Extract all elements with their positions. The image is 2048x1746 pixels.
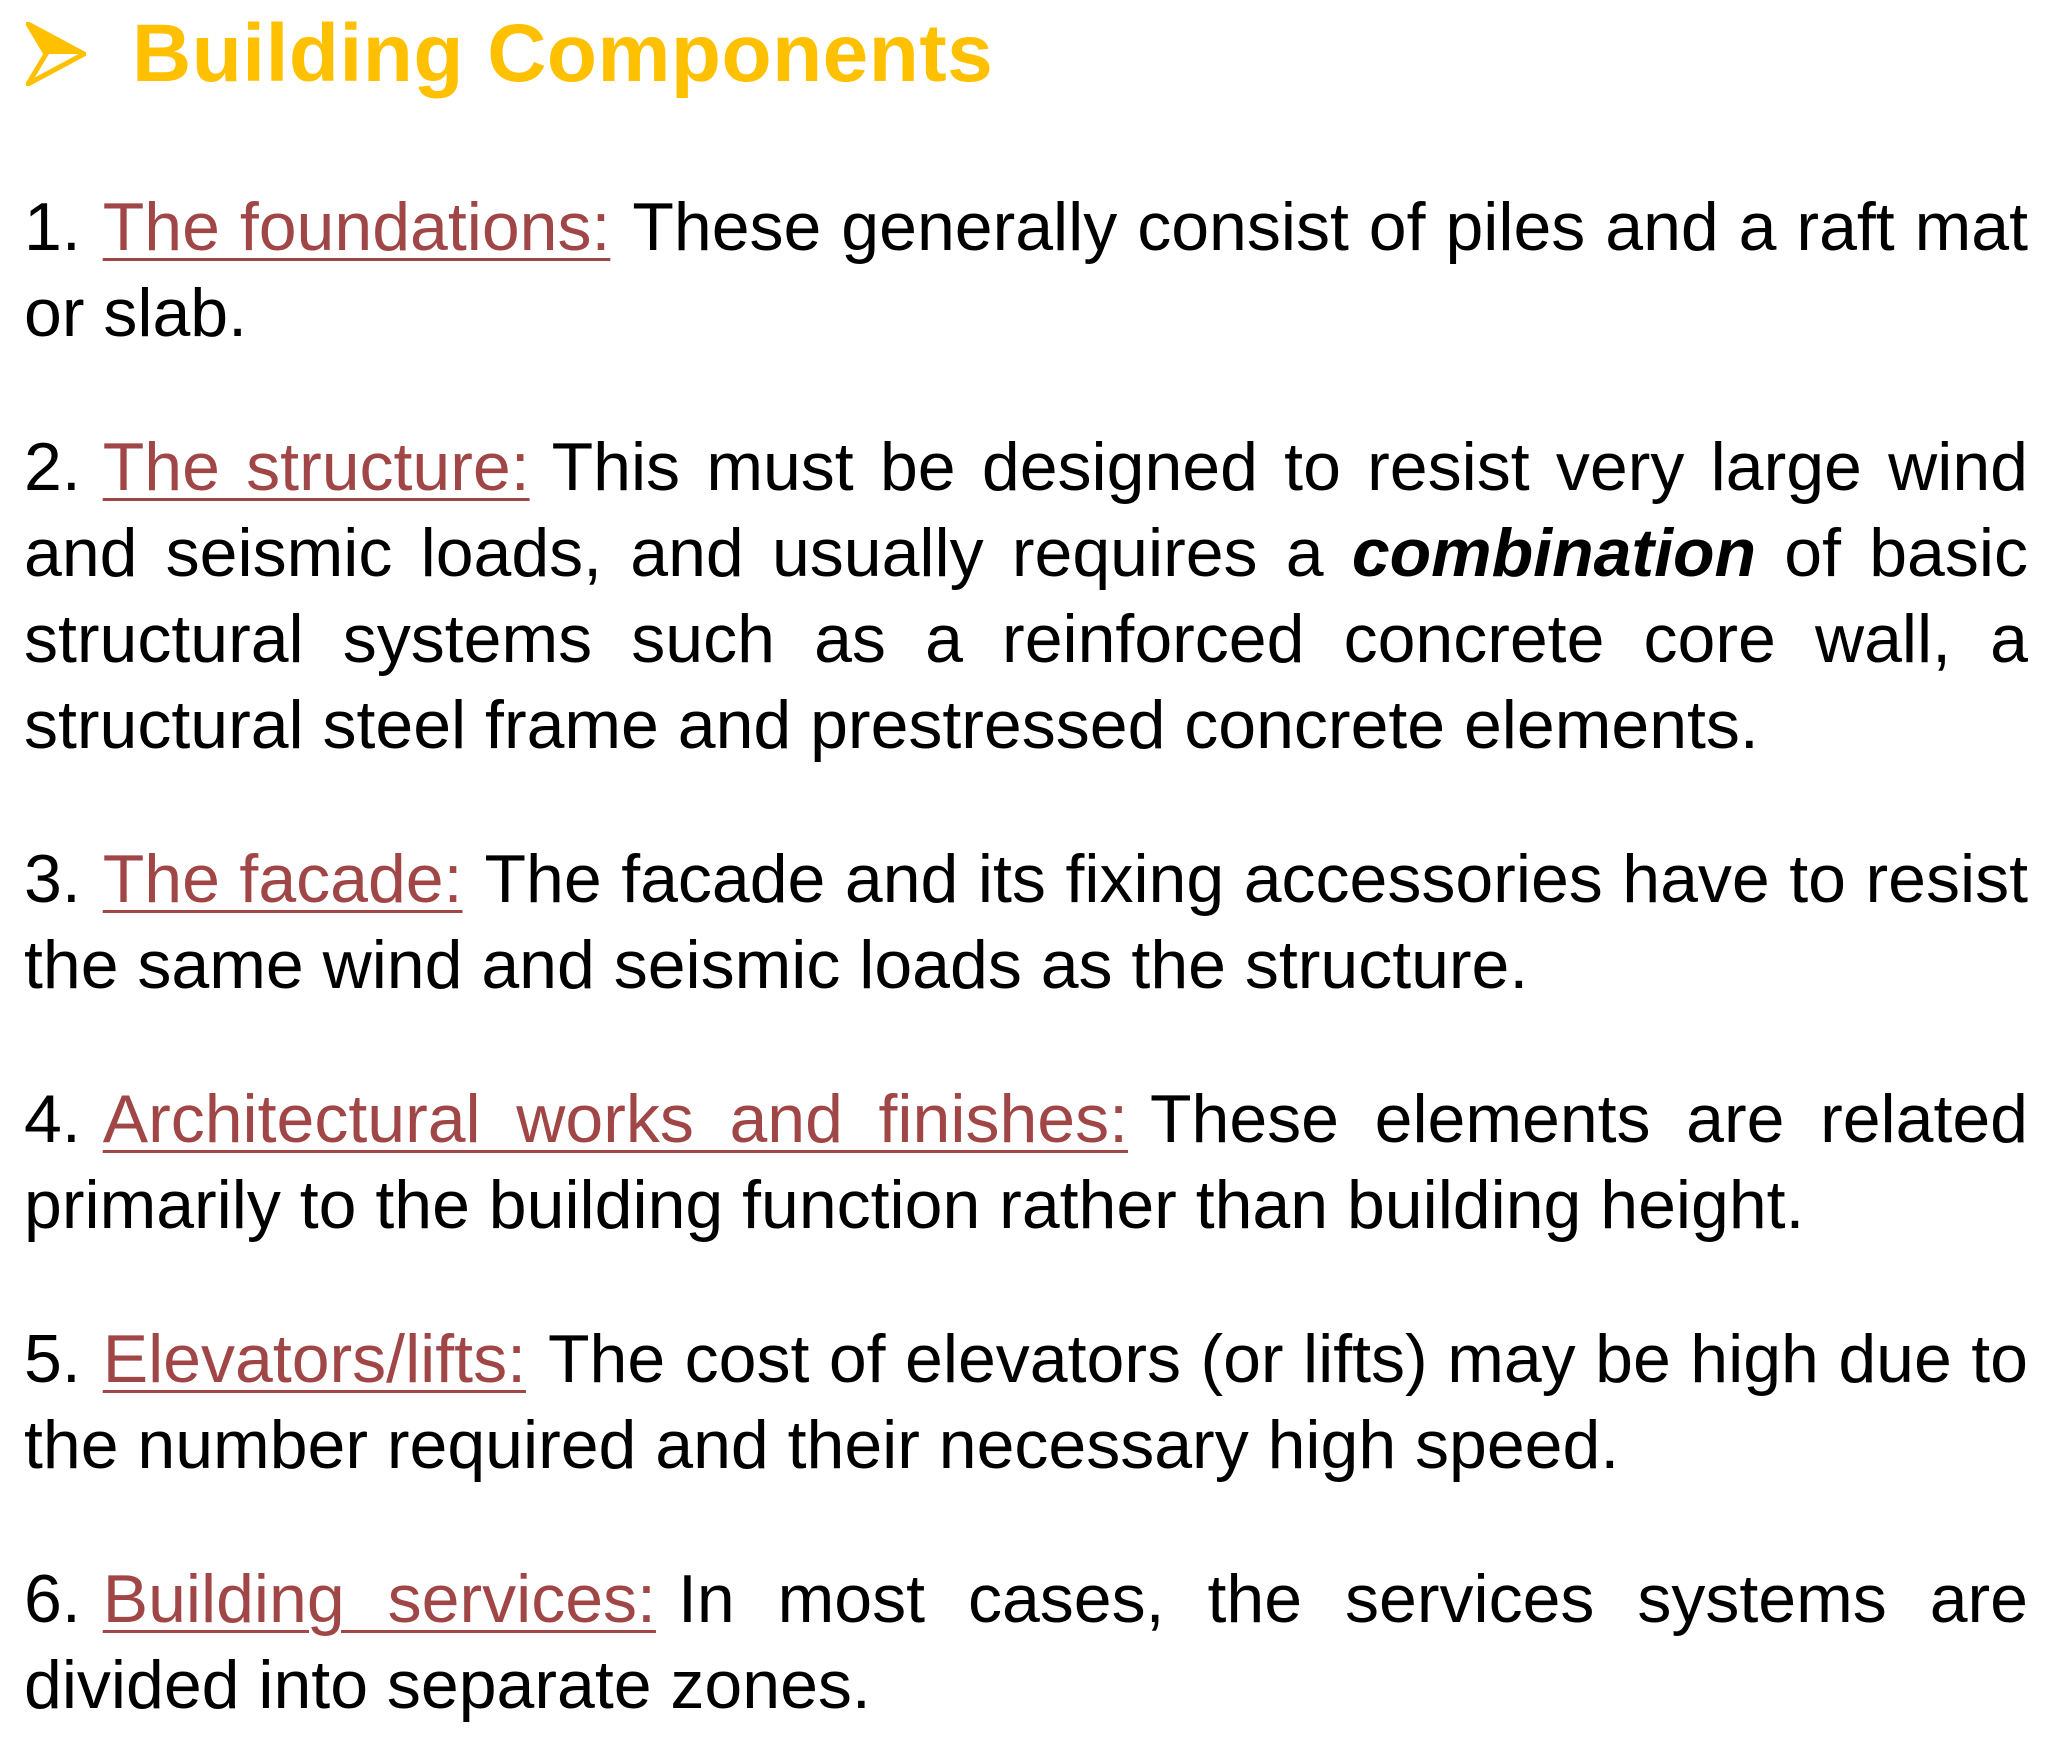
item-text: of basic structural systems such as a reinforced concrete core wall, a structural steel frame and prestressed concrete elements. bbox=[24, 515, 2028, 763]
arrowhead-bullet-icon bbox=[26, 22, 86, 86]
item-term: The structure: bbox=[102, 429, 530, 505]
list-item-building-services bbox=[24, 1556, 2028, 1728]
item-text: The cost of elevators (or lifts) may be high due to the number required and their necessary high speed. bbox=[24, 1321, 2028, 1483]
item-text: This must be designed to resist very large wind and seismic loads, and usually requires a bbox=[24, 429, 2028, 591]
list-item-foundations bbox=[24, 184, 2028, 356]
item-text: In most cases, the services systems are divided into separate zones. bbox=[24, 1561, 2028, 1723]
list-item-elevators bbox=[24, 1316, 2028, 1488]
item-term: Elevators/lifts: bbox=[102, 1321, 526, 1397]
item-number: 5. bbox=[24, 1321, 81, 1397]
item-text: These generally consist of piles and a raft mat or slab. bbox=[24, 189, 2028, 351]
component-list bbox=[24, 116, 2028, 1746]
slide-heading bbox=[26, 4, 993, 104]
item-term: Architectural works and finishes: bbox=[102, 1081, 1128, 1157]
item-text: These elements are related primarily to the building function rather than building height. bbox=[24, 1081, 2028, 1243]
item-number: 2. bbox=[24, 429, 81, 505]
item-term: The foundations: bbox=[102, 189, 611, 265]
item-number: 3. bbox=[24, 841, 81, 917]
item-term: Building services: bbox=[102, 1561, 656, 1637]
item-number: 1. bbox=[24, 189, 81, 265]
list-item-facade bbox=[24, 836, 2028, 1008]
item-term: The facade: bbox=[102, 841, 463, 917]
item-text: The facade and its fixing accessories have to resist the same wind and seismic loads as the structure. bbox=[24, 841, 2029, 1003]
list-item-architectural-works bbox=[24, 1076, 2028, 1248]
slide-title: Building Components bbox=[132, 8, 994, 99]
item-emphasis: combination bbox=[1351, 515, 1757, 591]
item-number: 4. bbox=[24, 1081, 81, 1157]
list-item-structure bbox=[24, 424, 2028, 768]
item-number: 6. bbox=[24, 1561, 81, 1637]
